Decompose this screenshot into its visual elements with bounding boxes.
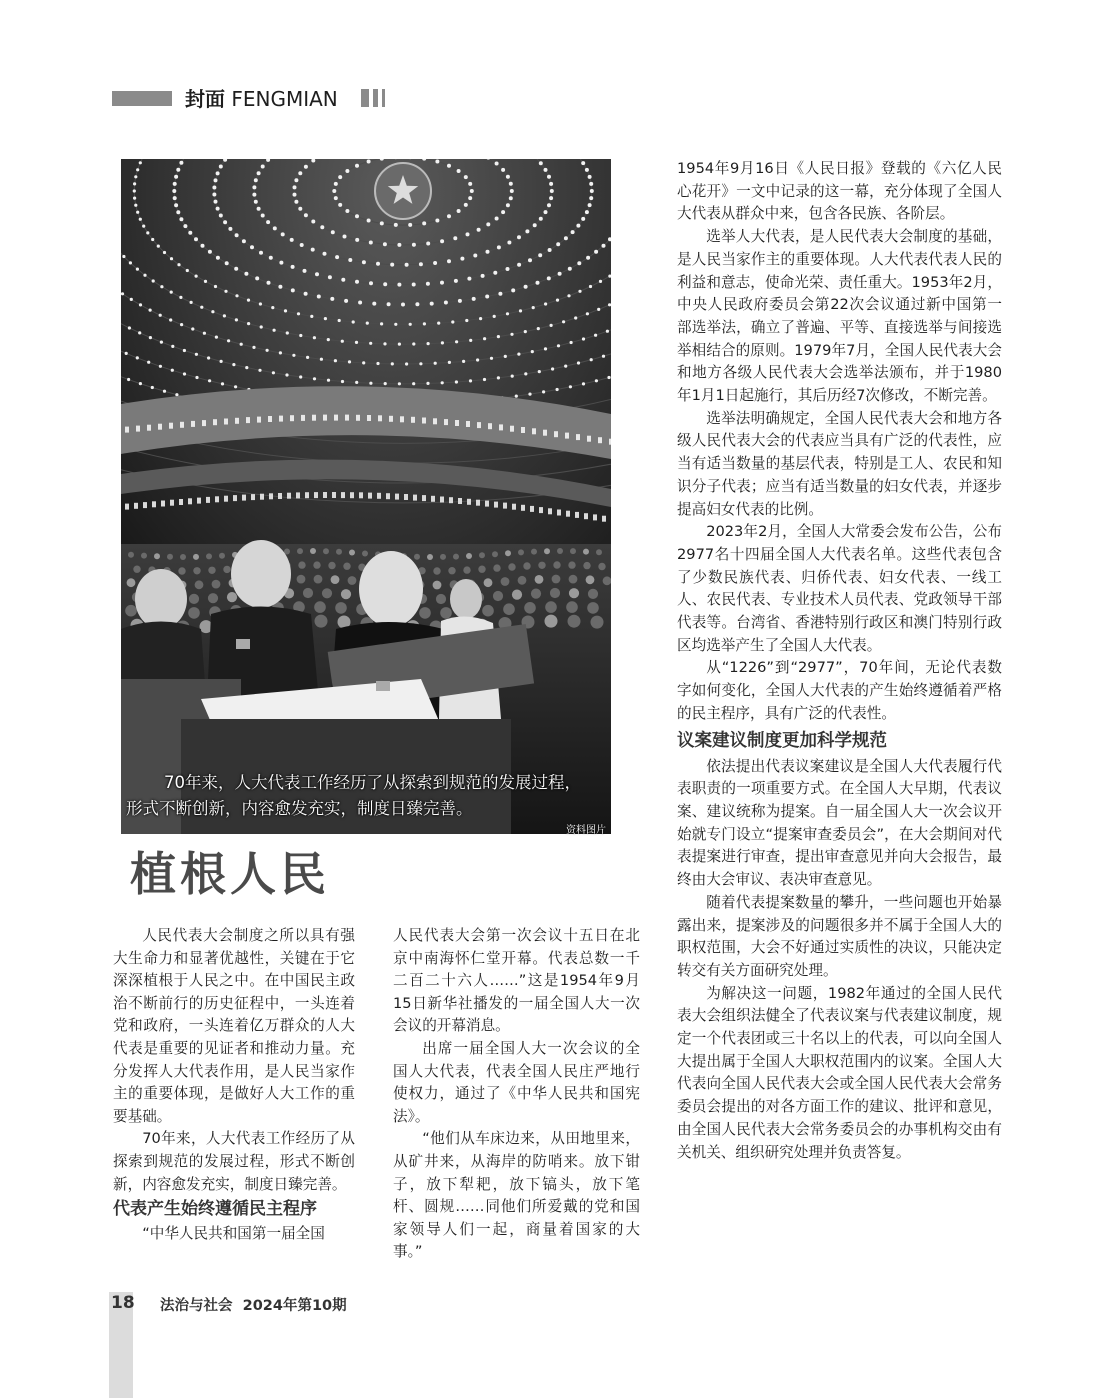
subheading: 代表产生始终遵循民主程序 [113,1199,317,1220]
assembly-hall-photo [121,159,611,834]
photo-credit: 资料图片 [566,825,606,836]
caption-line-1: 70年来，人大代表工作经历了从探索到规范的发展过程， [164,773,581,792]
paragraph: “中华人民共和国第一届全国 [142,1224,325,1242]
section-title-cn: 封面 [185,87,225,111]
section-header [185,87,338,111]
subheading: 议案建议制度更加科学规范 [677,730,887,751]
publication-name: 法治与社会 [160,1298,233,1314]
paragraph: 随着代表提案数量的攀升，一些问题也开始暴露出来，提案涉及的问题很多并不属于全国人大的职权范围，大会不好通过实质性的决议，只能决定转交有关方面研究处理。 [677,893,1002,979]
paragraph: 选举法明确规定，全国人民代表大会和地方各级人民代表大会的代表应当具有广泛的代表性，应当有适当数量的基层代表，特别是工人、农民和知识分子代表；应当有适当数量的妇女代表，并逐步提高妇女代表的比例。 [677,409,1002,518]
photo-caption [126,770,606,822]
paragraph: 出席一届全国人大一次会议的全国人大代表，代表全国人民庄严地行使权力，通过了《中华人民共和国宪法》。 [393,1039,640,1125]
column-right [677,158,1002,1164]
paragraph: “他们从车床边来，从田地里来，从矿井来，从海岸的防哨来。放下钳子，放下犁耙，放下镐头，放下笔杆、圆规……同他们所爱戴的党和国家领导人们一起，商量着国家的大事。” [393,1130,640,1261]
column-left [113,925,355,1245]
publication-info [160,1294,347,1315]
section-title-en: FENGMIAN [231,87,338,111]
header-mark [361,89,369,107]
paragraph: 2023年2月，全国人大常委会发布公告，公布2977名十四届全国人大代表名单。这些代表包含了少数民族代表、归侨代表、妇女代表、一线工人、农民代表、专业技术人员代表、党政领导干部代表等。台湾省、香港特别行政区和澳门特别行政区均选举产生了全国人大代表。 [677,523,1002,654]
article-title: 植根人民 [130,847,330,901]
paragraph: 人民代表大会第一次会议十五日在北京中南海怀仁堂开幕。代表总数一千二百二十六人……”这是1954年9月15日新华社播发的一届全国人大一次会议的开幕消息。 [393,927,640,1035]
header-mark [382,89,385,107]
paragraph: 1954年9月16日《人民日报》登载的《六亿人民心花开》一文中记录的这一幕，充分体现了全国人大代表从群众中来，包含各民族、各阶层。 [677,160,1002,223]
column-middle [393,925,640,1264]
header-bar-decoration [112,91,172,106]
paragraph: 为解决这一问题，1982年通过的全国人民代表大会组织法健全了代表议案与代表建议制度，规定一个代表团或三十名以上的代表，可以向全国人大提出属于全国人大职权范围内的议案。全国人大代表向全国人民代表大会或全国人民代表大会常务委员会提出的对各方面工作的建议、批评和意见，由全国人民代表大会常务委员会的办事机构交由有关机关、组织研究处理并负责答复。 [677,984,1002,1161]
caption-line-2: 形式不断创新，内容愈发充实，制度日臻完善。 [126,799,473,818]
paragraph: 70年来，人大代表工作经历了从探索到规范的发展过程，形式不断创新，内容愈发充实，制度日臻完善。 [113,1130,355,1193]
paragraph: 人民代表大会制度之所以具有强大生命力和显著优越性，关键在于它深深植根于人民之中。在中国民主政治不断前行的历史征程中，一头连着党和政府，一头连着亿万群众的人大代表是重要的见证者和推动力量。充分发挥人大代表作用，是人民当家作主的重要体现，是做好人大工作的重要基础。 [113,927,355,1125]
page-number: 18 [111,1293,135,1313]
paragraph: 依法提出代表议案建议是全国人大代表履行代表职责的一项重要方式。在全国人大早期，代表议案、建议统称为提案。自一届全国人大一次会议开始就专门设立“提案审查委员会”，在大会期间对代表提案进行审查，提出审查意见并向大会报告，最终由大会审议、表决审查意见。 [677,757,1002,889]
paragraph: 从“1226”到“2977”，70年间，无论代表数字如何变化，全国人大代表的产生始终遵循着严格的民主程序，具有广泛的代表性。 [677,659,1002,722]
header-mark [373,89,378,107]
issue-number: 2024年第10期 [242,1298,347,1314]
paragraph: 选举人大代表，是人民代表大会制度的基础，是人民当家作主的重要体现。人大代表代表人民的利益和意志，使命光荣、责任重大。1953年2月，中央人民政府委员会第22次会议通过新中国第一部选举法，确立了普遍、平等、直接选举与间接选举相结合的原则。1979年7月，全国人民代表大会和地方各级人民代表大会选举法颁布，并于1980年1月1日起施行，其后历经7次修改，不断完善。 [677,228,1002,405]
